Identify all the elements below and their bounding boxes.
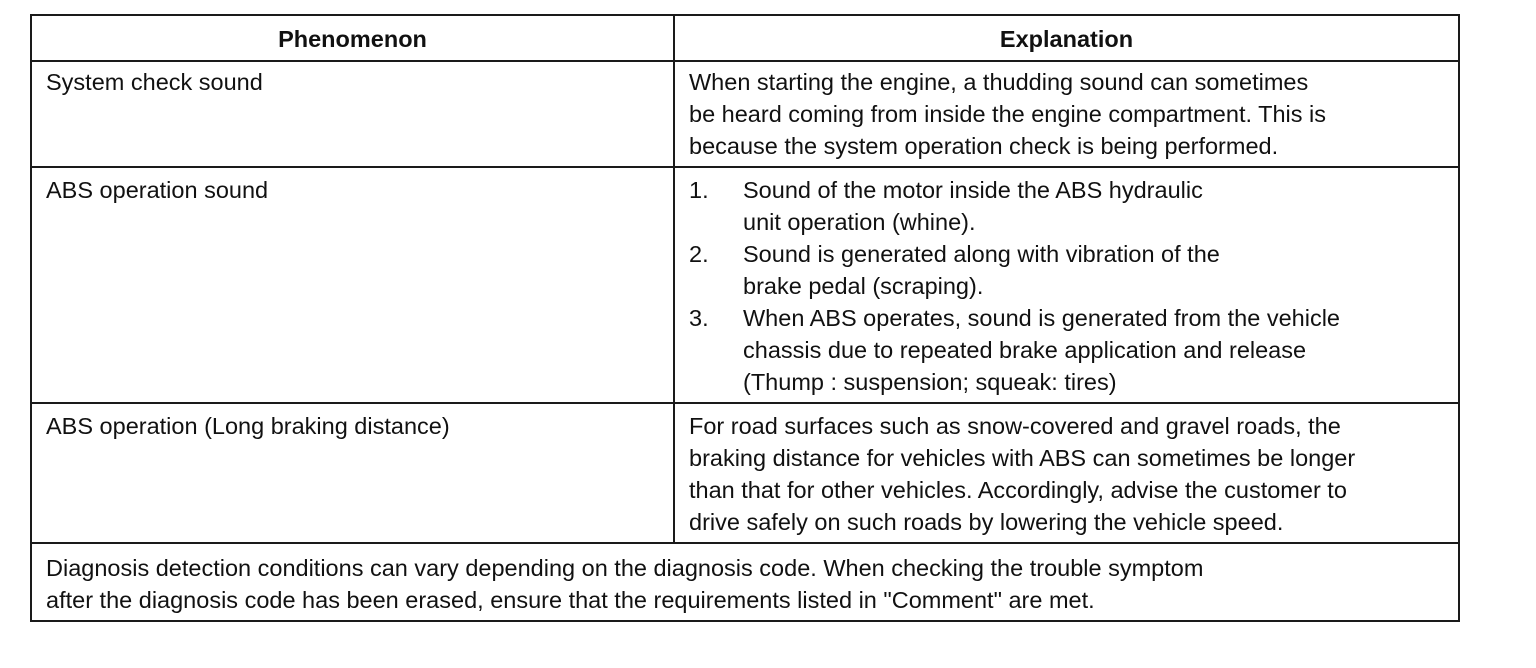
- header-row: [31, 15, 1459, 61]
- list-item: [689, 238, 1444, 302]
- note-row: [31, 543, 1459, 621]
- explanation-line: braking distance for vehicles with ABS can sometimes be longer: [689, 445, 1356, 471]
- explanation-cell: [674, 61, 1459, 167]
- phenomenon-text: System check sound: [46, 69, 263, 95]
- list-item-line: Sound of the motor inside the ABS hydraulic: [743, 177, 1203, 203]
- table-row: [31, 167, 1459, 403]
- table-row: [31, 403, 1459, 543]
- explanation-line: than that for other vehicles. Accordingly, advise the customer to: [689, 477, 1347, 503]
- explanation-cell: [674, 167, 1459, 403]
- header-phenomenon: Phenomenon: [31, 15, 674, 61]
- list-item-number: 1.: [689, 177, 709, 203]
- note-cell: [31, 543, 1459, 621]
- phenomenon-text: ABS operation sound: [46, 177, 269, 203]
- phenomenon-text: ABS operation (Long braking distance): [46, 413, 450, 439]
- phenomenon-table: [30, 14, 1460, 622]
- phenomenon-cell: [31, 403, 674, 543]
- list-item-line: brake pedal (scraping).: [743, 273, 984, 299]
- phenomenon-cell: [31, 167, 674, 403]
- list-item-line: unit operation (whine).: [743, 209, 976, 235]
- list-item-line: chassis due to repeated brake application and release: [743, 337, 1307, 363]
- explanation-line: drive safely on such roads by lowering the vehicle speed.: [689, 509, 1284, 535]
- list-item-number: 2.: [689, 241, 709, 267]
- list-item-number: 3.: [689, 305, 709, 331]
- explanation-line: because the system operation check is being performed.: [689, 133, 1279, 159]
- list-item-line: (Thump : suspension; squeak: tires): [743, 369, 1117, 395]
- explanation-line: be heard coming from inside the engine compartment. This is: [689, 101, 1327, 127]
- explanation-list: [689, 174, 1444, 398]
- list-item: [689, 174, 1444, 238]
- list-item-line: When ABS operates, sound is generated from the vehicle: [743, 305, 1340, 331]
- table-row: [31, 61, 1459, 167]
- explanation-line: When starting the engine, a thudding sound can sometimes: [689, 69, 1309, 95]
- list-item-line: Sound is generated along with vibration of the: [743, 241, 1220, 267]
- explanation-line: For road surfaces such as snow-covered and gravel roads, the: [689, 413, 1341, 439]
- list-item: [689, 302, 1444, 398]
- phenomenon-cell: [31, 61, 674, 167]
- note-line: Diagnosis detection conditions can vary depending on the diagnosis code. When checking the trouble symptom: [46, 555, 1204, 581]
- header-explanation: Explanation: [674, 15, 1459, 61]
- explanation-cell: [674, 403, 1459, 543]
- note-line: after the diagnosis code has been erased, ensure that the requirements listed in "Comment" are met.: [46, 587, 1095, 613]
